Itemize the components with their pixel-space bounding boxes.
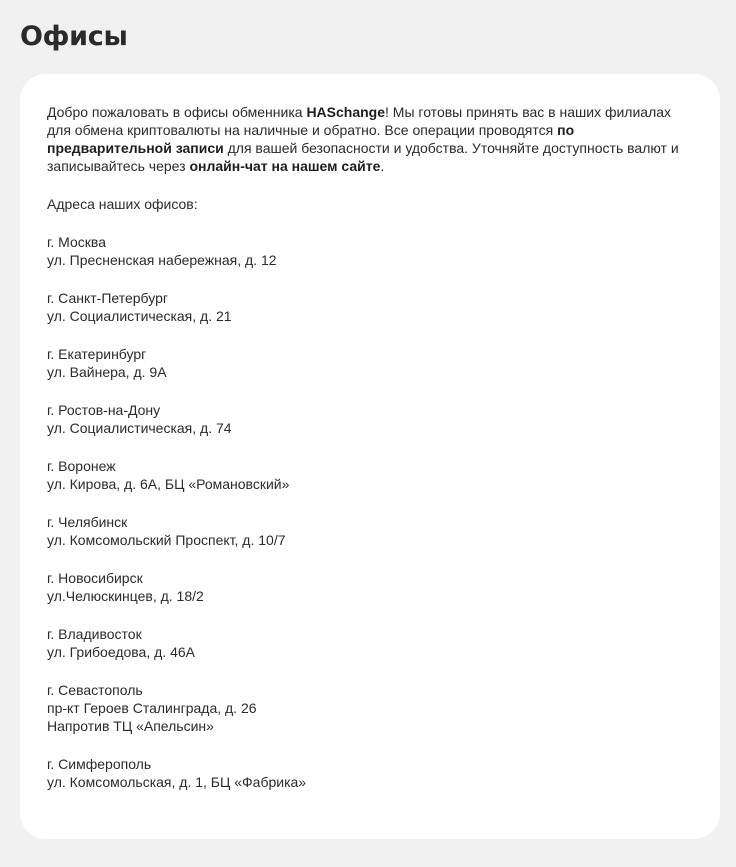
- office-item-saint-petersburg: [47, 289, 694, 325]
- office-city: г. Воронеж: [47, 458, 116, 474]
- office-item-novosibirsk: [47, 569, 694, 605]
- office-note: Напротив ТЦ «Апельсин»: [47, 718, 214, 734]
- appointment-emphasis: по предварительной записи: [47, 122, 575, 156]
- office-city: г. Санкт-Петербург: [47, 290, 168, 306]
- office-address: ул. Вайнера, д. 9А: [47, 364, 167, 380]
- office-city: г. Челябинск: [47, 514, 128, 530]
- office-item-simferopol: [47, 755, 694, 791]
- office-address: пр-кт Героев Сталинграда, д. 26: [47, 700, 257, 716]
- addresses-heading: Адреса наших офисов:: [47, 196, 198, 212]
- office-city: г. Новосибирск: [47, 570, 143, 586]
- intro-text-1: Добро пожаловать в офисы обменника: [47, 104, 307, 120]
- intro-text-3: для вашей безопасности и удобства. Уточняйте доступность валют и записывайтесь через: [47, 140, 679, 174]
- office-address: ул. Комсомольский Проспект, д. 10/7: [47, 532, 286, 548]
- page-title: Офисы: [20, 21, 128, 52]
- office-city: г. Севастополь: [47, 682, 143, 698]
- office-item-yekaterinburg: [47, 345, 694, 381]
- intro-text-4: .: [380, 158, 385, 174]
- office-address: ул. Пресненская набережная, д. 12: [47, 252, 277, 268]
- office-city: г. Екатеринбург: [47, 346, 147, 362]
- office-item-rostov-on-don: [47, 401, 694, 437]
- office-item-sevastopol: [47, 681, 694, 735]
- office-city: г. Симферополь: [47, 756, 152, 772]
- office-address: ул. Грибоедова, д. 46А: [47, 644, 195, 660]
- office-address: ул.Челюскинцев, д. 18/2: [47, 588, 204, 604]
- office-address: ул. Социалистическая, д. 21: [47, 308, 232, 324]
- online-chat-emphasis: онлайн-чат на нашем сайте: [189, 158, 381, 174]
- office-address: ул. Социалистическая, д. 74: [47, 420, 232, 436]
- office-city: г. Москва: [47, 234, 106, 250]
- intro-text-2: ! Мы готовы принять вас в наших филиалах для обмена криптовалюты на наличные и обратно. Все операции проводятся: [47, 104, 672, 138]
- office-item-voronezh: [47, 457, 694, 493]
- office-item-chelyabinsk: [47, 513, 694, 549]
- office-item-moscow: [47, 233, 694, 269]
- office-item-vladivostok: [47, 625, 694, 661]
- intro-paragraph: [47, 103, 694, 175]
- brand-name: HASchange: [306, 104, 386, 120]
- office-list: [47, 233, 694, 791]
- office-city: г. Владивосток: [47, 626, 142, 642]
- office-address: ул. Кирова, д. 6А, БЦ «Романовский»: [47, 476, 290, 492]
- offices-card: [20, 74, 720, 839]
- office-address: ул. Комсомольская, д. 1, БЦ «Фабрика»: [47, 774, 307, 790]
- office-city: г. Ростов-на-Дону: [47, 402, 161, 418]
